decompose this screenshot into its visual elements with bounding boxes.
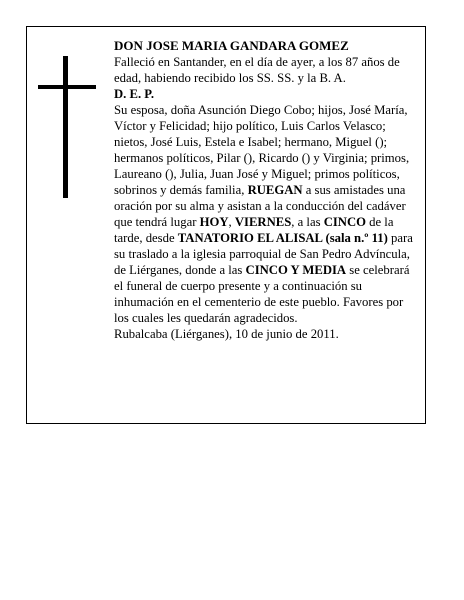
intro-paragraph: Falleció en Santander, en el día de ayer, a los 87 años de edad, habiendo recibido los SS. SS. y la B. A. bbox=[114, 55, 400, 85]
request-keyword: RUEGAN bbox=[247, 183, 303, 197]
request-text: a sus amistades una oración por su alma y asistan a la conducción del cadáver que tendrá lugar bbox=[114, 183, 406, 229]
transfer-text: para su traslado a la iglesia parroquial de San Pedro Advíncula, de Liérganes, donde a las bbox=[114, 231, 413, 277]
cross-horizontal-bar bbox=[38, 85, 96, 89]
family-paragraph bbox=[114, 102, 414, 326]
cross-vertical-bar bbox=[63, 56, 68, 198]
family-list: Su esposa, doña Asunción Diego Cobo; hijos, José María, Víctor y Felicidad; hijo político, Luis Carlos Velasco; nietos, José Luis, Estela e Isabel; hermano, Miguel (); hermanos políticos, Pilar (), Ricardo () y Virginia; primos, Laureano (), Julia, Juan José y Miguel; primos políticos, sobrinos y demás familia, bbox=[114, 103, 410, 197]
obituary-text bbox=[114, 38, 414, 342]
afternoon-from-text: de la tarde, desde bbox=[114, 215, 394, 245]
day-name: VIERNES bbox=[234, 215, 292, 229]
rip-line bbox=[114, 86, 414, 102]
deceased-name: DON JOSE MARIA GANDARA GOMEZ bbox=[114, 38, 349, 53]
closing-text: se celebrará el funeral de cuerpo presente y a continuación su inhumación en el cementerio de este pueblo. Favores por los cuales les quedarán agradecidos. bbox=[114, 263, 410, 325]
venue-name: TANATORIO EL ALISAL (sala n.º 11) bbox=[177, 231, 388, 245]
time-second: CINCO Y MEDIA bbox=[245, 263, 347, 277]
at-the-text: , a las bbox=[291, 215, 321, 229]
cross-icon bbox=[38, 56, 96, 198]
place-date: Rubalcaba (Liérganes), 10 de junio de 2011. bbox=[114, 327, 339, 341]
day-today: HOY bbox=[199, 215, 229, 229]
time-first: CINCO bbox=[323, 215, 366, 229]
rip-abbreviation: D. E. P. bbox=[114, 87, 155, 101]
day-separator: , bbox=[228, 215, 232, 229]
